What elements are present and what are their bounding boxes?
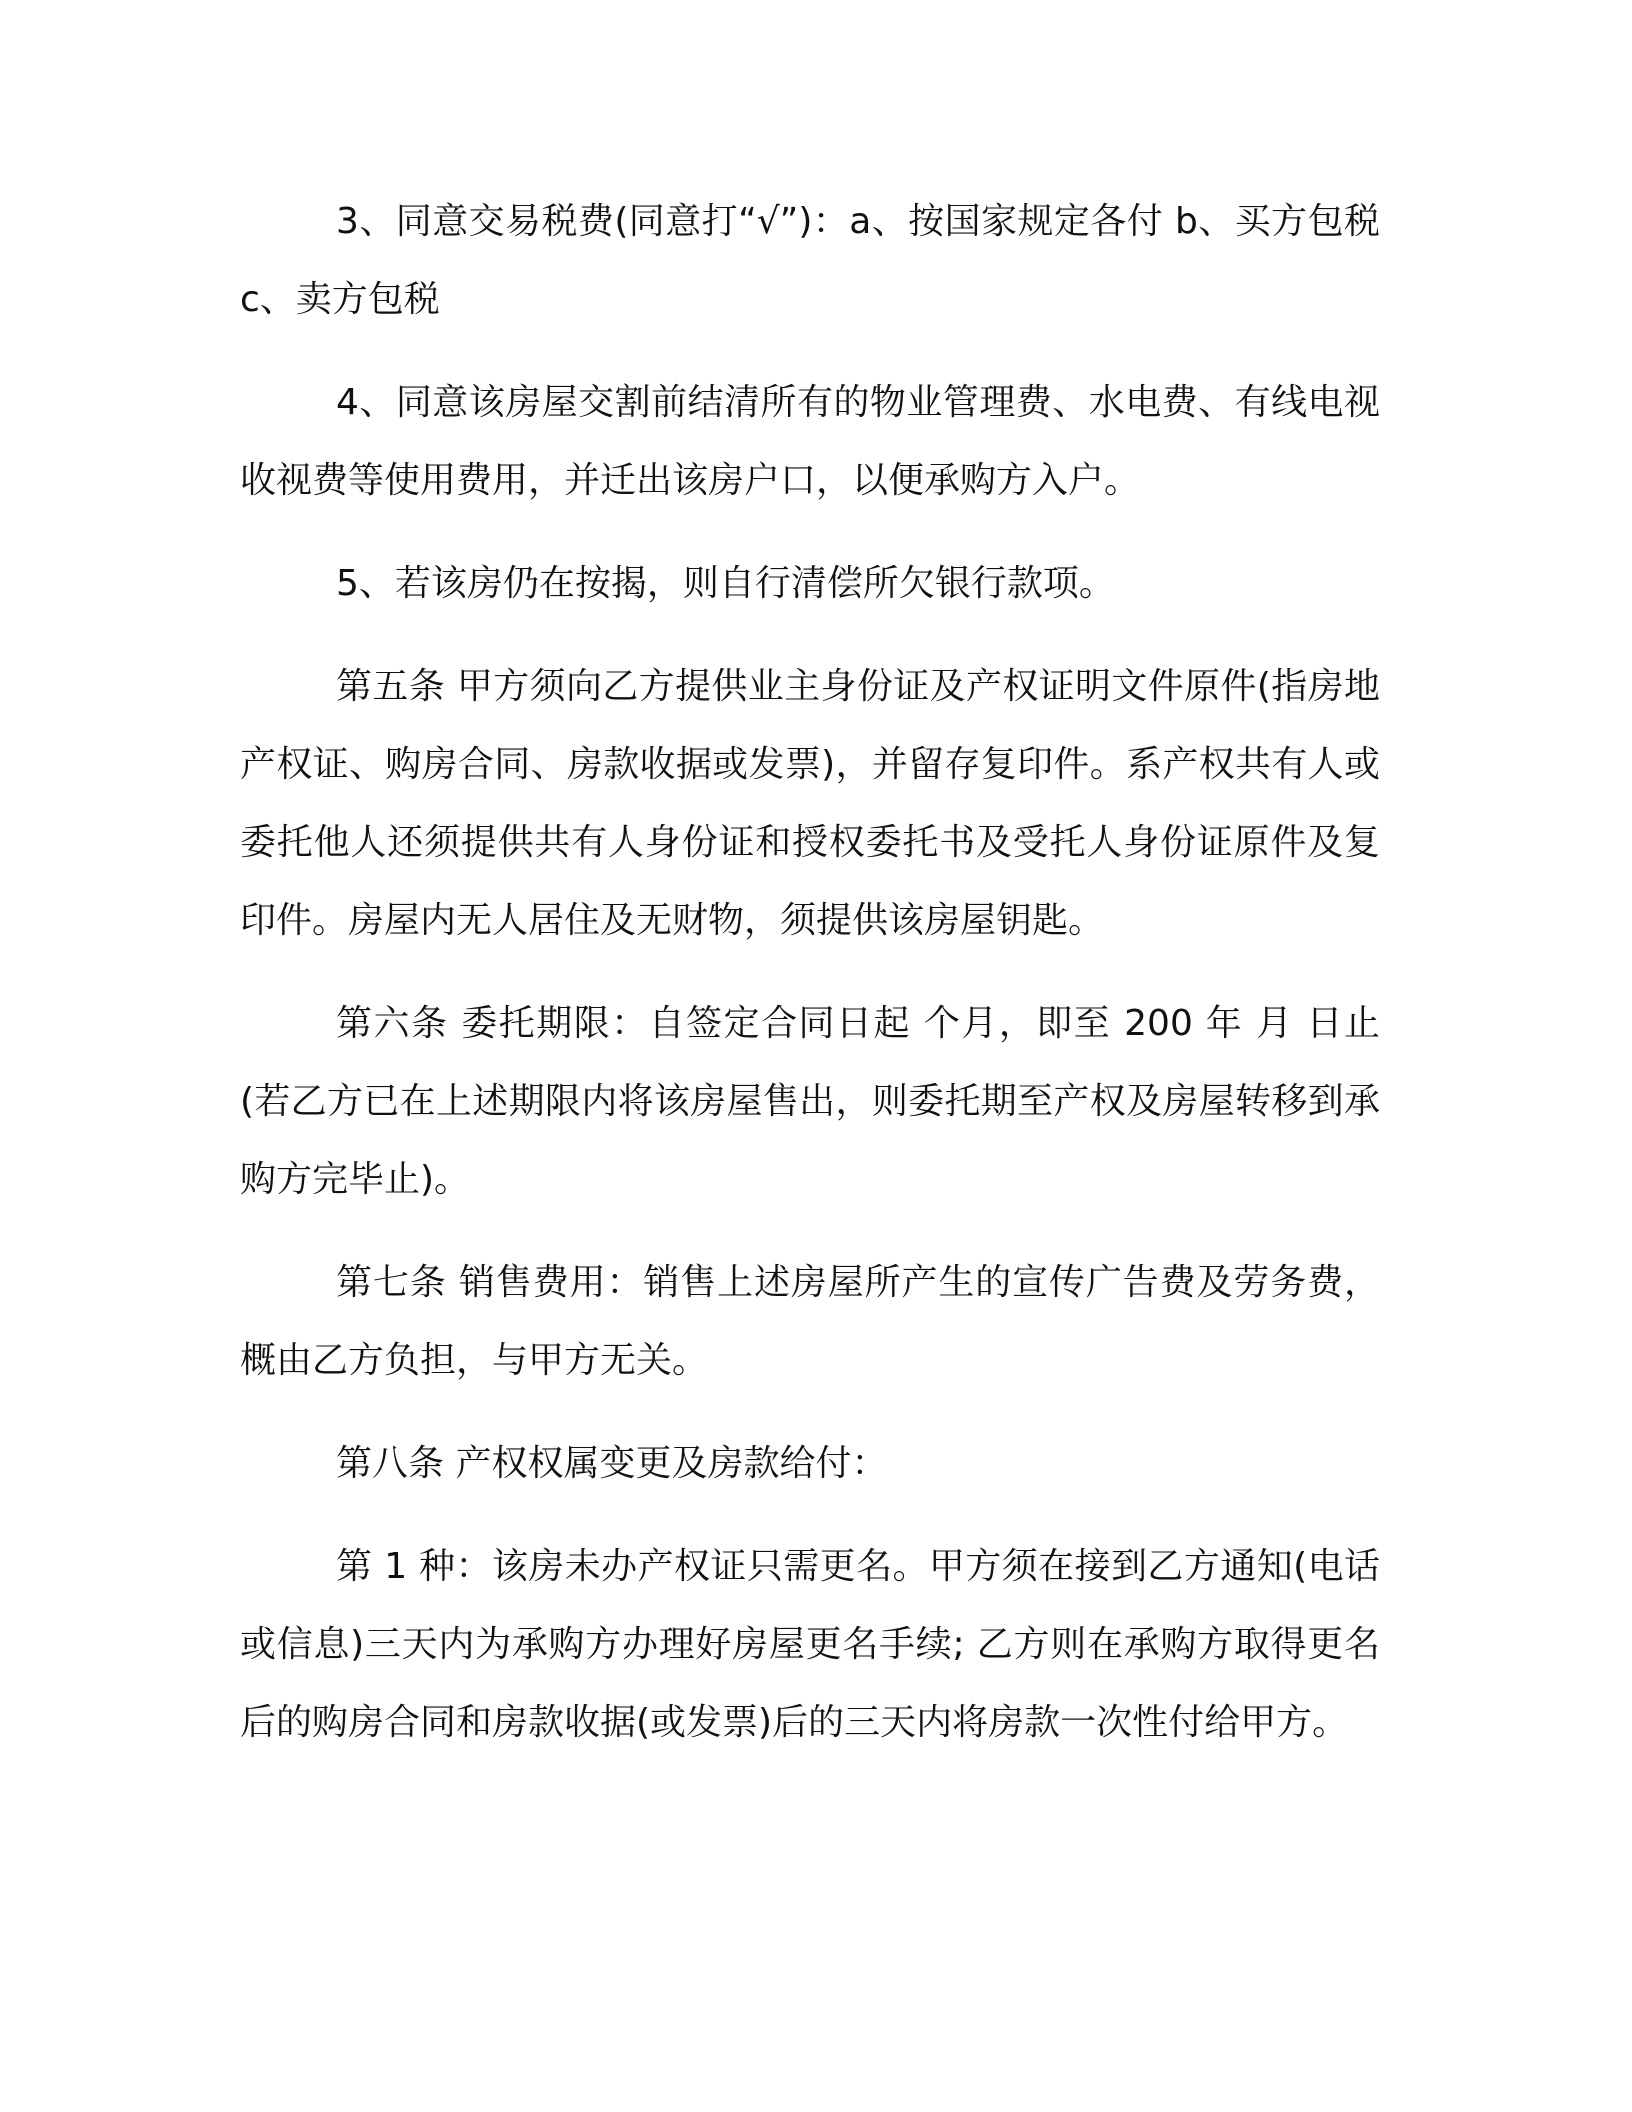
article-8-option-1: 第 1 种：该房未办产权证只需更名。甲方须在接到乙方通知(电话或信息)三天内为承购方办理好房屋更名手续; 乙方则在承购方取得更名后的购房合同和房款收据(或发票)后的三天内将房款一次性付给甲方。 xyxy=(240,1546,1380,1743)
article-5-documents: 第五条 甲方须向乙方提供业主身份证及产权证明文件原件(指房地产权证、购房合同、房款收据或发票)，并留存复印件。系产权共有人或委托他人还须提供共有人身份证和授权委托书及受托人身份证原件及复印件。房屋内无人居住及无财物，须提供该房屋钥匙。 xyxy=(240,666,1380,941)
clause-5-mortgage: 5、若该房仍在按揭，则自行清偿所欠银行款项。 xyxy=(336,563,1115,604)
article-7-sales-costs: 第七条 销售费用：销售上述房屋所产生的宣传广告费及劳务费，概由乙方负担，与甲方无关。 xyxy=(240,1262,1380,1381)
clause-4-settle-fees: 4、同意该房屋交割前结清所有的物业管理费、水电费、有线电视收视费等使用费用，并迁出该房户口，以便承购方入户。 xyxy=(240,382,1380,501)
clause-3-tax-fees: 3、同意交易税费(同意打“√”)：a、按国家规定各付 b、买方包税 c、卖方包税 xyxy=(240,201,1380,320)
article-8-heading: 第八条 产权权属变更及房款给付： xyxy=(336,1443,888,1484)
document-body xyxy=(240,183,1380,1787)
article-6-term: 第六条 委托期限：自签定合同日起 个月，即至 200 年 月 日止(若乙方已在上述期限内将该房屋售出，则委托期至产权及房屋转移到承购方完毕止)。 xyxy=(240,1003,1380,1200)
